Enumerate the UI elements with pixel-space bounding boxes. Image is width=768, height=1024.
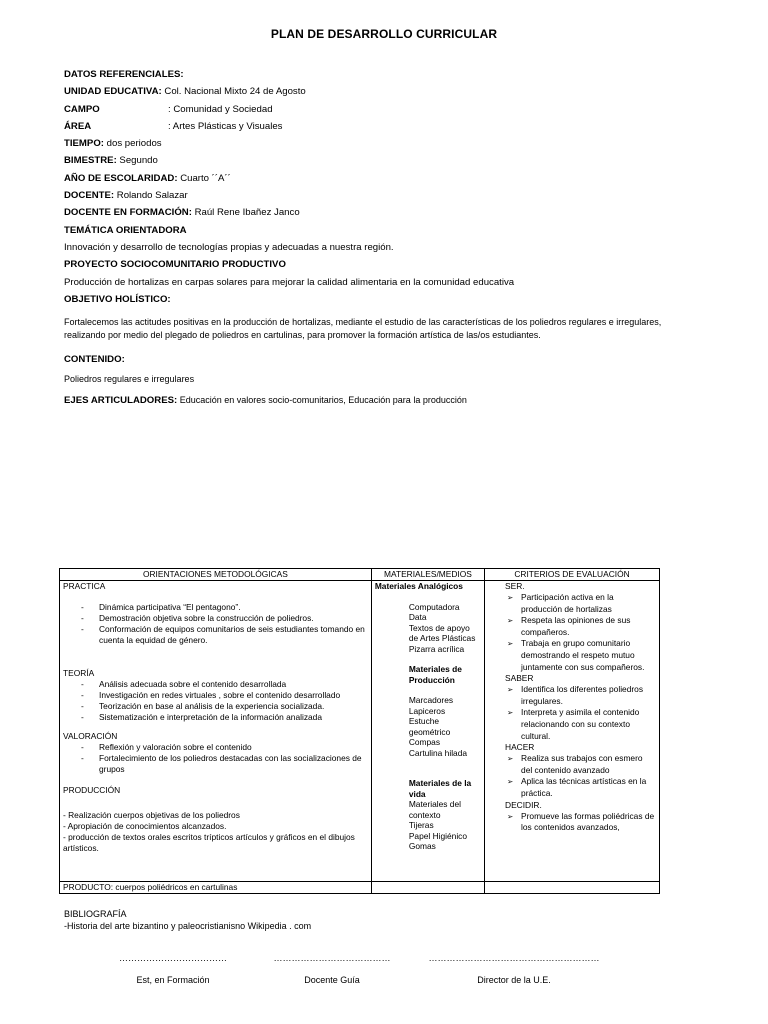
materiales-produccion-title: Materiales de Producción [408,664,462,685]
producto-row [60,882,660,894]
anio-row: AÑO DE ESCOLARIDAD: Cuarto ´´A´´ [64,172,231,184]
table-body-row [60,581,660,882]
list-item: Gomas [408,841,436,851]
document-title: PLAN DE DESARROLLO CURRICULAR [270,27,498,41]
list-item: ➢ Identifica los diferentes poliedros irregulares. [521,684,656,707]
hacer-title: HACER [505,742,535,753]
list-item: Computadora [408,601,460,612]
list-item: - Teorización en base al análisis de la experiencia socializada. [91,701,368,712]
produccion-title: PRODUCCIÓN [63,785,121,795]
unidad-row: UNIDAD EDUCATIVA: Col. Nacional Mixto 24 de Agosto [64,86,306,98]
list-item: - Fortalecimiento de los poliedros destacadas con las socializaciones de grupos [91,753,368,775]
formacion-row: DOCENTE EN FORMACIÓN: Raúl Rene Ibañez Janco [64,207,300,219]
signature-label: Est, en Formación [136,975,210,985]
signature-label: Director de la U.E. [477,975,551,985]
header-materiales: MATERIALES/MEDIOS [371,569,484,581]
producto-empty-cell-3 [485,882,660,894]
materiales-analogicos-title: Materiales Analógicos [374,581,463,591]
producto-empty-cell-2 [371,882,484,894]
list-item: - Sistematización e interpretación de la información analizada [91,712,368,723]
tematica-label: TEMÁTICA ORIENTADORA [64,224,187,236]
table-header-row [60,569,660,581]
list-item: Estuche geométrico [408,716,451,737]
list-item: - Apropiación de conocimientos alcanzados. [63,821,227,831]
list-item: ➢ Promueve las formas poliédricas de los contenidos avanzados, [521,811,656,834]
signature-director [414,953,614,985]
signature-label: Docente Guía [304,975,360,985]
hacer-list [505,753,656,799]
signature-line: ………………………………… [273,953,391,963]
list-item: ➢ Aplica las técnicas artísticas en la práctica. [521,776,656,799]
list-item: ➢ Participación activa en la producción de hortalizas [521,592,656,615]
signature-line: ……………………………… [119,953,227,963]
saber-list [505,684,656,742]
list-item: Data [408,612,427,622]
list-item: - Demostración objetiva sobre la construcción de poliedros. [91,613,368,624]
area-row: ÁREA : Artes Plásticas y Visuales [64,120,283,132]
valoracion-list [63,742,368,775]
list-item: ➢ Interpreta y asimila el contenido relacionando con su contexto cultural. [521,707,656,742]
list-item: ➢ Trabaja en grupo comunitario demostrando el respeto mutuo juntamente con sus compañeros. [521,638,656,673]
contenido-label: CONTENIDO: [64,354,125,366]
bibliografia-title: BIBLIOGRAFÍA [64,909,127,919]
header-orientaciones: ORIENTACIONES METODOLÓGICAS [60,569,372,581]
list-item: ➢ Realiza sus trabajos con esmero del contenido avanzado [521,753,656,776]
header-criterios: CRITERIOS DE EVALUACIÓN [485,569,660,581]
producto-cell: PRODUCTO: cuerpos poliédricos en cartulinas [60,882,372,894]
list-item: - Dinámica participativa “El pentagono”. [91,602,368,613]
teoria-title: TEORÍA [63,668,95,678]
decidir-list [505,811,656,834]
list-item: Tijeras [408,820,434,830]
list-item: - producción de textos orales escritos trípticos artículos y gráficos en el dibujos artísticos. [63,832,355,853]
teoria-list [63,679,368,723]
materiales-produccion-block [375,664,481,852]
datos-referenciales [64,66,704,409]
list-item: - Conformación de equipos comunitarios de seis estudiantes tomando en cuenta la equidad de género. [91,624,368,646]
signature-docente [262,953,402,985]
list-item: - Realización cuerpos objetivas de los poliedros [63,810,240,820]
campo-row: CAMPO : Comunidad y Sociedad [64,103,273,115]
objetivo-value: Fortalecemos las actitudes positivas en la producción de hortalizas, mediante el estudio de las características de los poliedros regulares e irregulares, realizando por medio del plegado de poliedros en cartulinas, para promover la formación artística de las/os estudiantes. [64,317,662,340]
orientaciones-cell [60,581,372,882]
bibliografia-item: -Historia del arte bizantino y paleocristianisno Wikipedia . com [64,921,312,931]
list-item: ➢ Respeta las opiniones de sus compañeros. [521,615,656,638]
bibliografia [64,908,311,932]
signature-estudiante [113,953,233,985]
tiempo-row: TIEMPO: dos periodos [64,138,162,150]
materiales-analogicos-list [375,602,481,655]
list-item: Pizarra acrílica [408,643,465,654]
materiales-vida-title: Materiales de la vida [408,778,472,799]
ser-list [505,592,656,673]
practica-list [63,602,368,646]
plan-table [59,568,660,894]
list-item: Materiales del contexto [408,799,461,820]
saber-title: SABER [505,673,534,684]
ejes-row: EJES ARTICULADORES: Educación en valores socio-comunitarios, Educación para la producción [64,394,467,406]
docente-row: DOCENTE: Rolando Salazar [64,190,188,202]
list-item: - Investigación en redes virtuales , sobre el contenido desarrollado [91,690,368,701]
materiales-cell [371,581,484,882]
bimestre-row: BIMESTRE: Segundo [64,155,158,167]
list-item: - Análisis adecuada sobre el contenido desarrollada [91,679,368,690]
refs-heading: DATOS REFERENCIALES: [64,69,184,80]
objetivo-label: OBJETIVO HOLÍSTICO: [64,293,171,305]
criterios-cell [485,581,660,882]
list-item: Textos de apoyo de Artes Plásticas [408,622,476,643]
list-item: Papel Higiénico [408,830,468,841]
list-item: - Reflexión y valoración sobre el contenido [91,742,368,753]
proyecto-value: Producción de hortalizas en carpas solares para mejorar la calidad alimentaria en la comunidad educativa [64,276,515,288]
list-item: Marcadores [408,695,454,705]
signature-line: ………………………………………………… [428,953,600,963]
contenido-value: Poliedros regulares e irregulares [64,374,195,385]
tematica-value: Innovación y desarrollo de tecnologías propias y adecuadas a nuestra región. [64,241,394,253]
valoracion-title: VALORACIÓN [63,731,118,741]
proyecto-label: PROYECTO SOCIOCOMUNITARIO PRODUCTIVO [64,259,286,271]
decidir-title: DECIDIR. [505,799,542,810]
ser-title: SER. [505,581,525,591]
list-item: Compas [408,737,441,747]
list-item: Cartulina hilada [408,747,468,758]
practica-title: PRACTICA [63,581,106,591]
list-item: Lapiceros [408,705,446,716]
